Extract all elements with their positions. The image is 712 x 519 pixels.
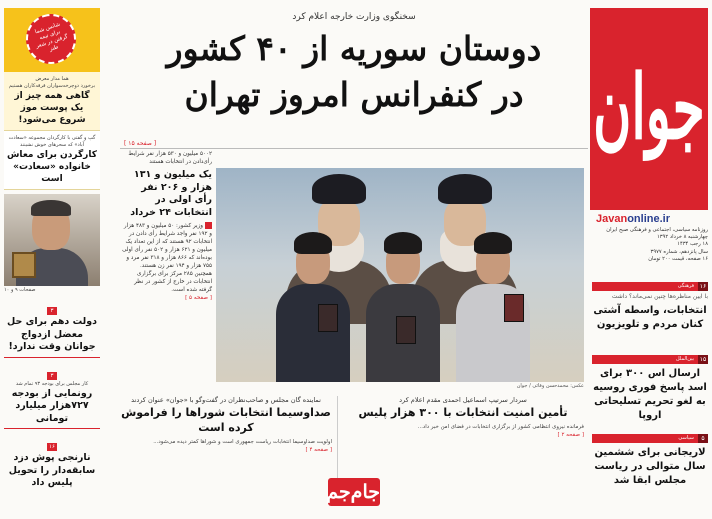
main-kicker: سخنگوی وزارت خارجه اعلام کرد [292,12,416,22]
feature-kicker: گپ و گفتی با کارگردان مجموعه «سعادت آباد» که سحرهای خوش نشینند [8,135,96,148]
story-headline: نارنجی پوش دزد سابقه‌دار را تحویل پلیس داد [8,452,96,488]
story-kicker: سردار سرتیپ اسماعیل احمدی مقدم اعلام کرد [399,396,527,404]
portrait-photo [4,194,100,286]
story-page-ref[interactable]: [ صفحه ۵ ] [185,295,212,301]
story-headline: یک میلیون و ۱۳۱ هزار و ۲۰۶ نفر رأی اولی در انتخابات ۲۴ خرداد [130,169,212,218]
right-story-culture[interactable] [592,282,708,332]
story-headline: تأمین امنیت انتخابات با ۳۰۰ هزار پلیس [358,406,568,419]
promo-small: هما مدار معرض [35,76,69,82]
watermark-stamp: جام‌جم [328,478,380,506]
voters-story[interactable] [122,150,212,302]
story-page-ref[interactable]: [ صفحه ۴ ] [305,446,332,453]
divider [120,148,588,149]
promo-story[interactable] [4,72,100,131]
bottom-story-police[interactable] [342,396,584,438]
young-man-left [276,232,350,382]
left-story-3[interactable] [4,433,100,490]
painting-frame [12,252,36,278]
right-story-politics[interactable] [592,434,708,488]
story-headline: صداوسیما انتخابات شوراها را فراموش کرده است [121,406,331,434]
left-column [4,8,100,490]
right-story-international[interactable] [592,355,708,423]
feature-headline: کارگردن برای معاش خانواده «سعادت» است [7,150,97,184]
section-tag: ۱۶ فرهنگی [592,282,708,291]
main-photo [216,168,584,382]
feature-story[interactable] [4,131,100,190]
story-headline: لاریجانی برای ششمین سال متوالی در ریاست مجلس ابقا شد [594,447,706,486]
story-kicker: ۵۰۰۲ میلیون و ۵۳۰ هزار نفر شرایط رأی‌دادن در انتخابات هستند [128,151,212,165]
issue-info: روزنامه سیاسی، اجتماعی و فرهنگی صبح ایران چهارشنبه ۸ خرداد ۱۳۹۲ ۱۸ رجب ۱۴۳۴ سال پانزدهم، شماره ۳۹۷۷ ۱۶ صفحه، قیمت ۲۰۰ تومان [606,227,708,262]
story-body: اولویت صداوسیما انتخابات ریاست جمهوری است و شوراها کمتر دیده می‌شود... [153,439,332,445]
main-page-ref[interactable]: [ صفحه ۱۵ ] [124,140,157,147]
section-tag: ۵ سیاسی [592,434,708,443]
story-page-ref[interactable]: [ صفحه ۲ ] [557,431,584,438]
story-subtitle: با ایین مناظره‌ها چنین نمی‌ماند؟ داشت [611,293,708,300]
story-headline: دولت دهم برای حل معضل ازدواج جوانان وقت ندارد! [6,316,97,352]
page-number-badge: ۳ [47,372,57,380]
main-headline[interactable]: دوستان سوریه از ۴۰ کشور در کنفرانس امروز تهران [166,29,542,114]
story-headline: رونمایی از بودجه ۷۲۷هزار میلیارد تومانی [11,387,93,424]
story-kicker: کار مجلس برای بودجه ۹۳ تمام شد [15,380,89,387]
masthead [590,8,708,210]
website-address[interactable]: Javanonline.ir [596,213,670,225]
young-man-center [366,232,440,382]
bullet-icon [205,222,212,229]
story-body: وزیر کشور: ۵۰ میلیون و ۴۸۳ هزار و ۱۹۲ نفر واجد شرایط رأی دادن در انتخابات ۹۲ هستند که از این تعداد یک میلیون و ۶۲۱ هزار و ۵۰۲ نفر رأی اولی بوده‌اند که ۸۶۶ هزار و ۳۱۸ نفر مرد و ۷۵۵ هزار و ۱۹۴ نفر زن هستند. همچنین ۲۸۵ مرکز برای برگزاری انتخابات در خارج از کشور در نظر گرفته شده است. [122,223,212,293]
page-number-badge: ۱۶ [47,443,57,451]
story-headline: ارسال اس ۳۰۰ برای اسد پاسخ فوری روسیه به لغو تحریم تسلیحاتی اروپا [593,368,707,421]
promo-kicker: برخورد دوچرخه‌سواران فرقه‌کاران هستیم [8,83,96,89]
newspaper-logo: جوان [593,56,705,161]
left-story-2[interactable] [4,362,100,430]
promo-badge: شانس شما برای نیمه گرفتن در شعر طنز [19,7,82,70]
bottom-story-broadcast[interactable] [120,396,332,453]
promo-headline: گاهی همه چیز از یک پوست موز شروع می‌شود! [14,91,90,125]
story-kicker: نماینده گان مجلس و صاحب‌نظران در گفت‌وگو با «جوان» عنوان کردند [131,396,321,404]
photo-caption: عکس: محمدحسن وفائی / جوان [516,383,584,389]
story-headline: انتخابات، واسطه آشتی کنان مردم و تلویزیون [593,305,707,330]
section-tag: ۱۵ بین‌الملل [592,355,708,364]
promo-box[interactable] [4,8,100,72]
young-man-right [456,232,530,382]
page-number-badge: ۳ [47,307,57,315]
photo-page-ref: صفحات ۹ و ۱۰ [4,287,36,293]
story-body: فرمانده نیروی انتظامی کشور از برگزاری انتخابات در فضای امن خبر داد... [417,424,584,430]
left-story-1[interactable] [4,297,100,358]
